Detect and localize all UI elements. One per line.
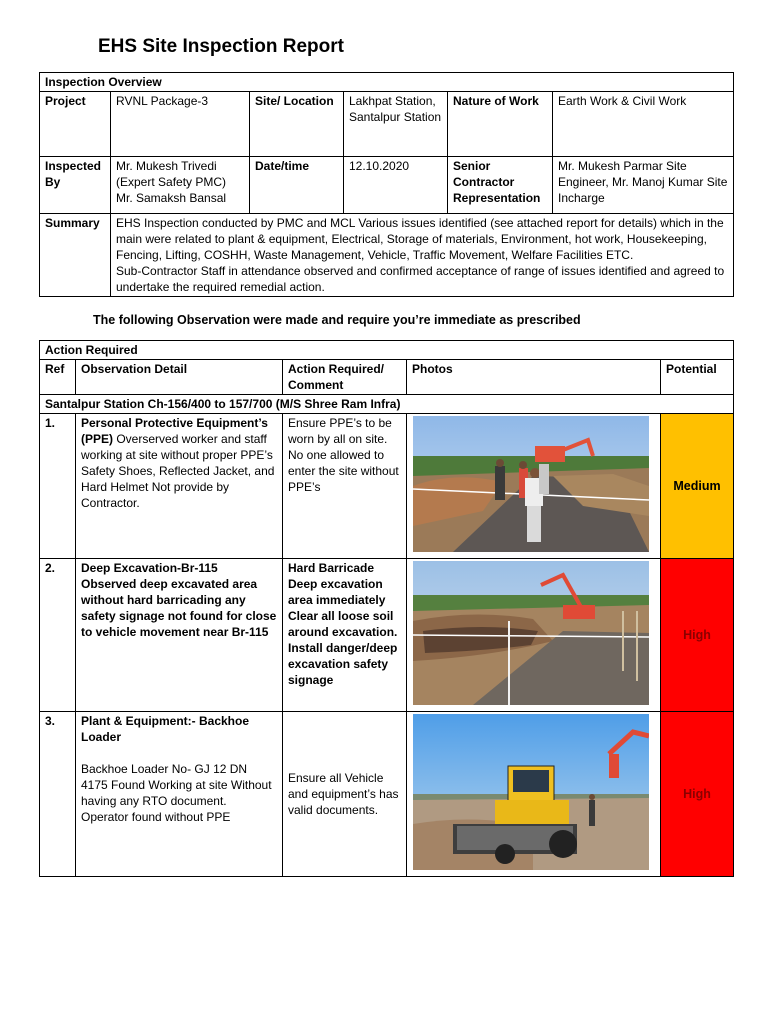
summary-paragraph-2: Sub-Contractor Staff in attendance observed and confirmed acceptance of range of issues identified and agreed to undertake the required remedial action.: [116, 264, 725, 294]
summary-value: [111, 214, 734, 297]
summary-paragraph-1: EHS Inspection conducted by PMC and MCL Various issues identified (see attached report for details) which in the main were related to plant & equipment, Electrical, Storage of materials, Environment, hot work, Housekeeping, Fencing, Lifting, COSHH, Waste Management, Vehicle, Traffic Movement, Welfare Facilities ETC.: [116, 216, 724, 262]
row-observation-text: Observed deep excavated area without hard barricading any safety signage not found for close to vehicle movement near Br-115: [81, 577, 277, 639]
row-potential: [661, 559, 734, 712]
potential-label: High: [683, 787, 711, 801]
row-observation: [76, 559, 283, 712]
row-photo-cell: [407, 414, 661, 559]
table-row: [40, 414, 734, 559]
col-potential: Potential: [661, 360, 734, 395]
inspected-label: Inspected By: [40, 157, 111, 214]
row-ref: 2.: [40, 559, 76, 712]
report-title: EHS Site Inspection Report: [98, 36, 344, 57]
table-row: [40, 712, 734, 877]
row-observation: [76, 712, 283, 877]
col-photos: Photos: [407, 360, 661, 395]
project-value: RVNL Package-3: [111, 92, 250, 157]
summary-label: Summary: [40, 214, 111, 297]
site-value: Lakhpat Station, Santalpur Station: [344, 92, 448, 157]
inspection-overview-table: [39, 72, 734, 297]
action-required-table: [39, 340, 734, 877]
project-label: Project: [40, 92, 111, 157]
row-photo-cell: [407, 559, 661, 712]
potential-label: Medium: [673, 479, 721, 493]
row-ref: 3.: [40, 712, 76, 877]
contractor-label: Senior Contractor Representation: [448, 157, 553, 214]
inspector-1: Mr. Mukesh Trivedi (Expert Safety PMC): [116, 159, 227, 189]
work-value: Earth Work & Civil Work: [553, 92, 734, 157]
site-photo-excavation: [413, 561, 649, 705]
row-action: Hard Barricade Deep excavation area immediately Clear all loose soil around excavation. Install danger/deep excavation safety signage: [283, 559, 407, 712]
row-observation: [76, 414, 283, 559]
col-observation: Observation Detail: [76, 360, 283, 395]
row-action: Ensure all Vehicle and equipment’s has valid documents.: [283, 712, 407, 877]
date-value: 12.10.2020: [344, 157, 448, 214]
row-potential: [661, 712, 734, 877]
row-photo-cell: [407, 712, 661, 877]
row-observation-title: Deep Excavation-Br-115: [81, 561, 218, 575]
potential-label: High: [683, 628, 711, 642]
row-observation-text: Overserved worker and staff working at site without proper PPE’s Safety Shoes, Reflected Jacket, and Hard Helmet Not provide by Contractor.: [81, 432, 275, 510]
row-observation-title: Plant & Equipment:- Backhoe Loader: [81, 714, 250, 744]
overview-heading: Inspection Overview: [40, 73, 734, 92]
site-photo-ppe: [413, 416, 649, 552]
col-action: Action Required/ Comment: [283, 360, 407, 395]
row-action: Ensure PPE’s to be worn by all on site. No one allowed to enter the site without PPE’s: [283, 414, 407, 559]
contractor-value: Mr. Mukesh Parmar Site Engineer, Mr. Manoj Kumar Site Incharge: [553, 157, 734, 214]
date-label: Date/time: [250, 157, 344, 214]
row-observation-title: Personal Protective Equipment’s (PPE): [81, 416, 268, 446]
site-photo-backhoe: [413, 714, 649, 870]
site-label: Site/ Location: [250, 92, 344, 157]
work-label: Nature of Work: [448, 92, 553, 157]
observation-note: The following Observation were made and require you’re immediate as prescribed: [93, 313, 581, 327]
inspector-2: Mr. Samaksh Bansal: [116, 191, 227, 205]
row-potential: [661, 414, 734, 559]
actions-heading: Action Required: [40, 341, 734, 360]
table-row: [40, 559, 734, 712]
location-row: Santalpur Station Ch-156/400 to 157/700 (M/S Shree Ram Infra): [40, 395, 734, 414]
inspected-value: [111, 157, 250, 214]
row-observation-text: Backhoe Loader No- GJ 12 DN 4175 Found Working at site Without having any RTO document. Operator found without PPE: [81, 762, 272, 824]
col-ref: Ref: [40, 360, 76, 395]
row-ref: 1.: [40, 414, 76, 559]
